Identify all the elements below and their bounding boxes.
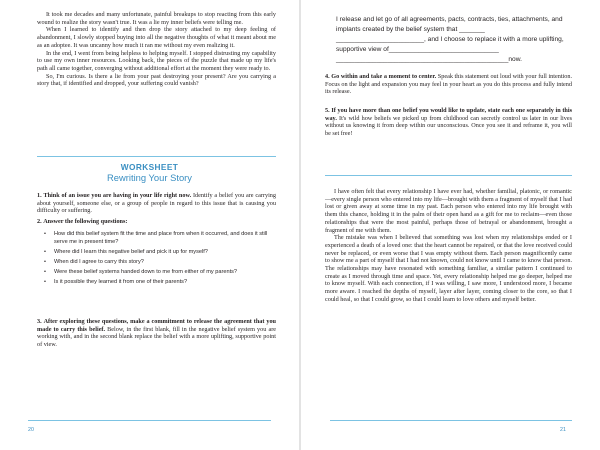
question-item: • Where did I learn this negative belief and pick it up for myself? xyxy=(44,249,269,257)
right-divider-rule xyxy=(325,175,572,176)
worksheet-top-rule xyxy=(37,156,276,157)
step-5 xyxy=(325,107,572,138)
question-item: • Were these belief systems handed down to me from either of my parents? xyxy=(44,269,269,277)
worksheet-title: Rewriting Your Story xyxy=(107,172,192,183)
intro-text xyxy=(37,11,276,88)
intro-paragraph-2: When I learned to identify and then drop the story attached to my deep feeling of abandonment, I slowly stopped buying into all the negative thoughts of what it meant about me as an adoptee. It was uncanny how much it ran me without my even realizing it. xyxy=(37,26,276,49)
step-1-number: 1. xyxy=(37,192,42,199)
step-3-heading: After exploring these questions, make a commitment to release the agreement that you made to carry this belief. xyxy=(37,318,277,333)
step-4-number: 4. xyxy=(325,73,330,80)
left-page xyxy=(0,0,299,450)
step-2-number: 2. xyxy=(37,218,42,225)
left-page-number: 20 xyxy=(28,427,34,433)
step-5-text: It's wild how beliefs we picked up from childhood can secretly control us later in our lives without us knowing it from deep within our unconscious. Once you see it and reframe it, you will be set free! xyxy=(325,114,572,138)
step-2 xyxy=(37,218,276,226)
step-2-heading: Answer the following questions: xyxy=(43,218,128,225)
step-1-text: Identify a belief you are carrying about yourself, someone else, or a group of people in regard to this issue that is causing you difficulty or suffering. xyxy=(37,192,276,215)
question-item: • How did this belief system fit the time and place from when it occurred, and does it still serve me in present time? xyxy=(44,231,269,246)
step-3 xyxy=(37,318,276,349)
intro-paragraph-3: In the end, I went from being helpless to helping myself. I stopped distrusting my capability to use my own inner resources. Looking back, the pieces of the puzzle that made up my life's path all came together, converging without additional effort at the moment they were ready to. xyxy=(37,49,276,72)
step-3-number: 3. xyxy=(37,318,42,325)
intro-paragraph-4: So, I'm curious. Is there a lie from your past destroying your present? Are you carrying a story that, if identified and dropped, your suffering could vanish? xyxy=(37,72,276,88)
right-footer-rule xyxy=(330,420,572,421)
question-item: • When did I agree to carry this story? xyxy=(44,259,269,267)
release-statement: I release and let go of all agreements, pacts, contracts, ties, attachments, and implants created by the belief system that _______ ________________________, and I choose to replace it with a more uplifting, supportive view of______________________________ _______________________________________________now. xyxy=(336,16,564,63)
left-footer-rule xyxy=(28,420,271,421)
step-4 xyxy=(325,73,572,96)
step-4-text: Speak this statement out loud with your full intention. Focus on the light and expansion you may feel in your heart as you do this process and fully intend its release. xyxy=(325,73,573,96)
step-1-heading: Think of an issue you are having in your life right now. xyxy=(43,192,192,199)
right-page-number: 21 xyxy=(560,427,566,433)
step-4-heading: Go within and take a moment to center. xyxy=(331,73,437,80)
intro-paragraph-1: It took me decades and many unfortunate, painful breakups to stop reacting from this early wound to realize the story wasn't true. It was a lie my inner beliefs were telling me. xyxy=(37,11,276,26)
step-3-text: Below, in the first blank, fill in the negative belief system you are working with, and in the second blank replace the belief with a more uplifting, supportive point of view. xyxy=(37,325,276,349)
step-1 xyxy=(37,192,276,215)
question-item: • Is it possible they learned it from one of their parents? xyxy=(44,279,269,287)
story-paragraph-1: I have often felt that every relationship I have ever had, whether familial, platonic, or romantic—every single person who entered into my life—brought with them a fragment of myself that I had lost or given away at some time in my past. Each person who entered into my life brought with them this chance, holding it in the palm of their open hand as a gift for me to reclaim—even those relationships that were the most painful, perhaps those of betrayal or abandonment, brought a fragment of me with them. xyxy=(325,188,572,234)
story-text xyxy=(325,188,572,304)
worksheet-label: WORKSHEET xyxy=(120,162,179,172)
step-5-heading: If you have more than one belief you would like to update, state each one separately in this way. xyxy=(325,107,573,122)
story-paragraph-2: The mistake was when I believed that something was lost when my relationships ended or I experienced a death of a loved one: that the heart cannot be repaired, or that the love received could never be replaced, or even worse that I was empty without them. Each person magnificently came to show me a part of myself that I had not known, could not know until I came to know that person. The relationships may have resonated with something familiar, a similar pattern I continued to create as I moved through time and space. Yet, every relationship helped me go deeper, helped me to know myself. With each connection, if I was willing, I saw more, I understood more, I became more aware. I reached the depths of myself, layer after layer, coming closer to the core, so that I could heal, so that I could grow, so that I could learn to love others and myself better. xyxy=(325,234,572,303)
step-5-number: 5. xyxy=(325,107,330,114)
question-list xyxy=(44,231,269,287)
